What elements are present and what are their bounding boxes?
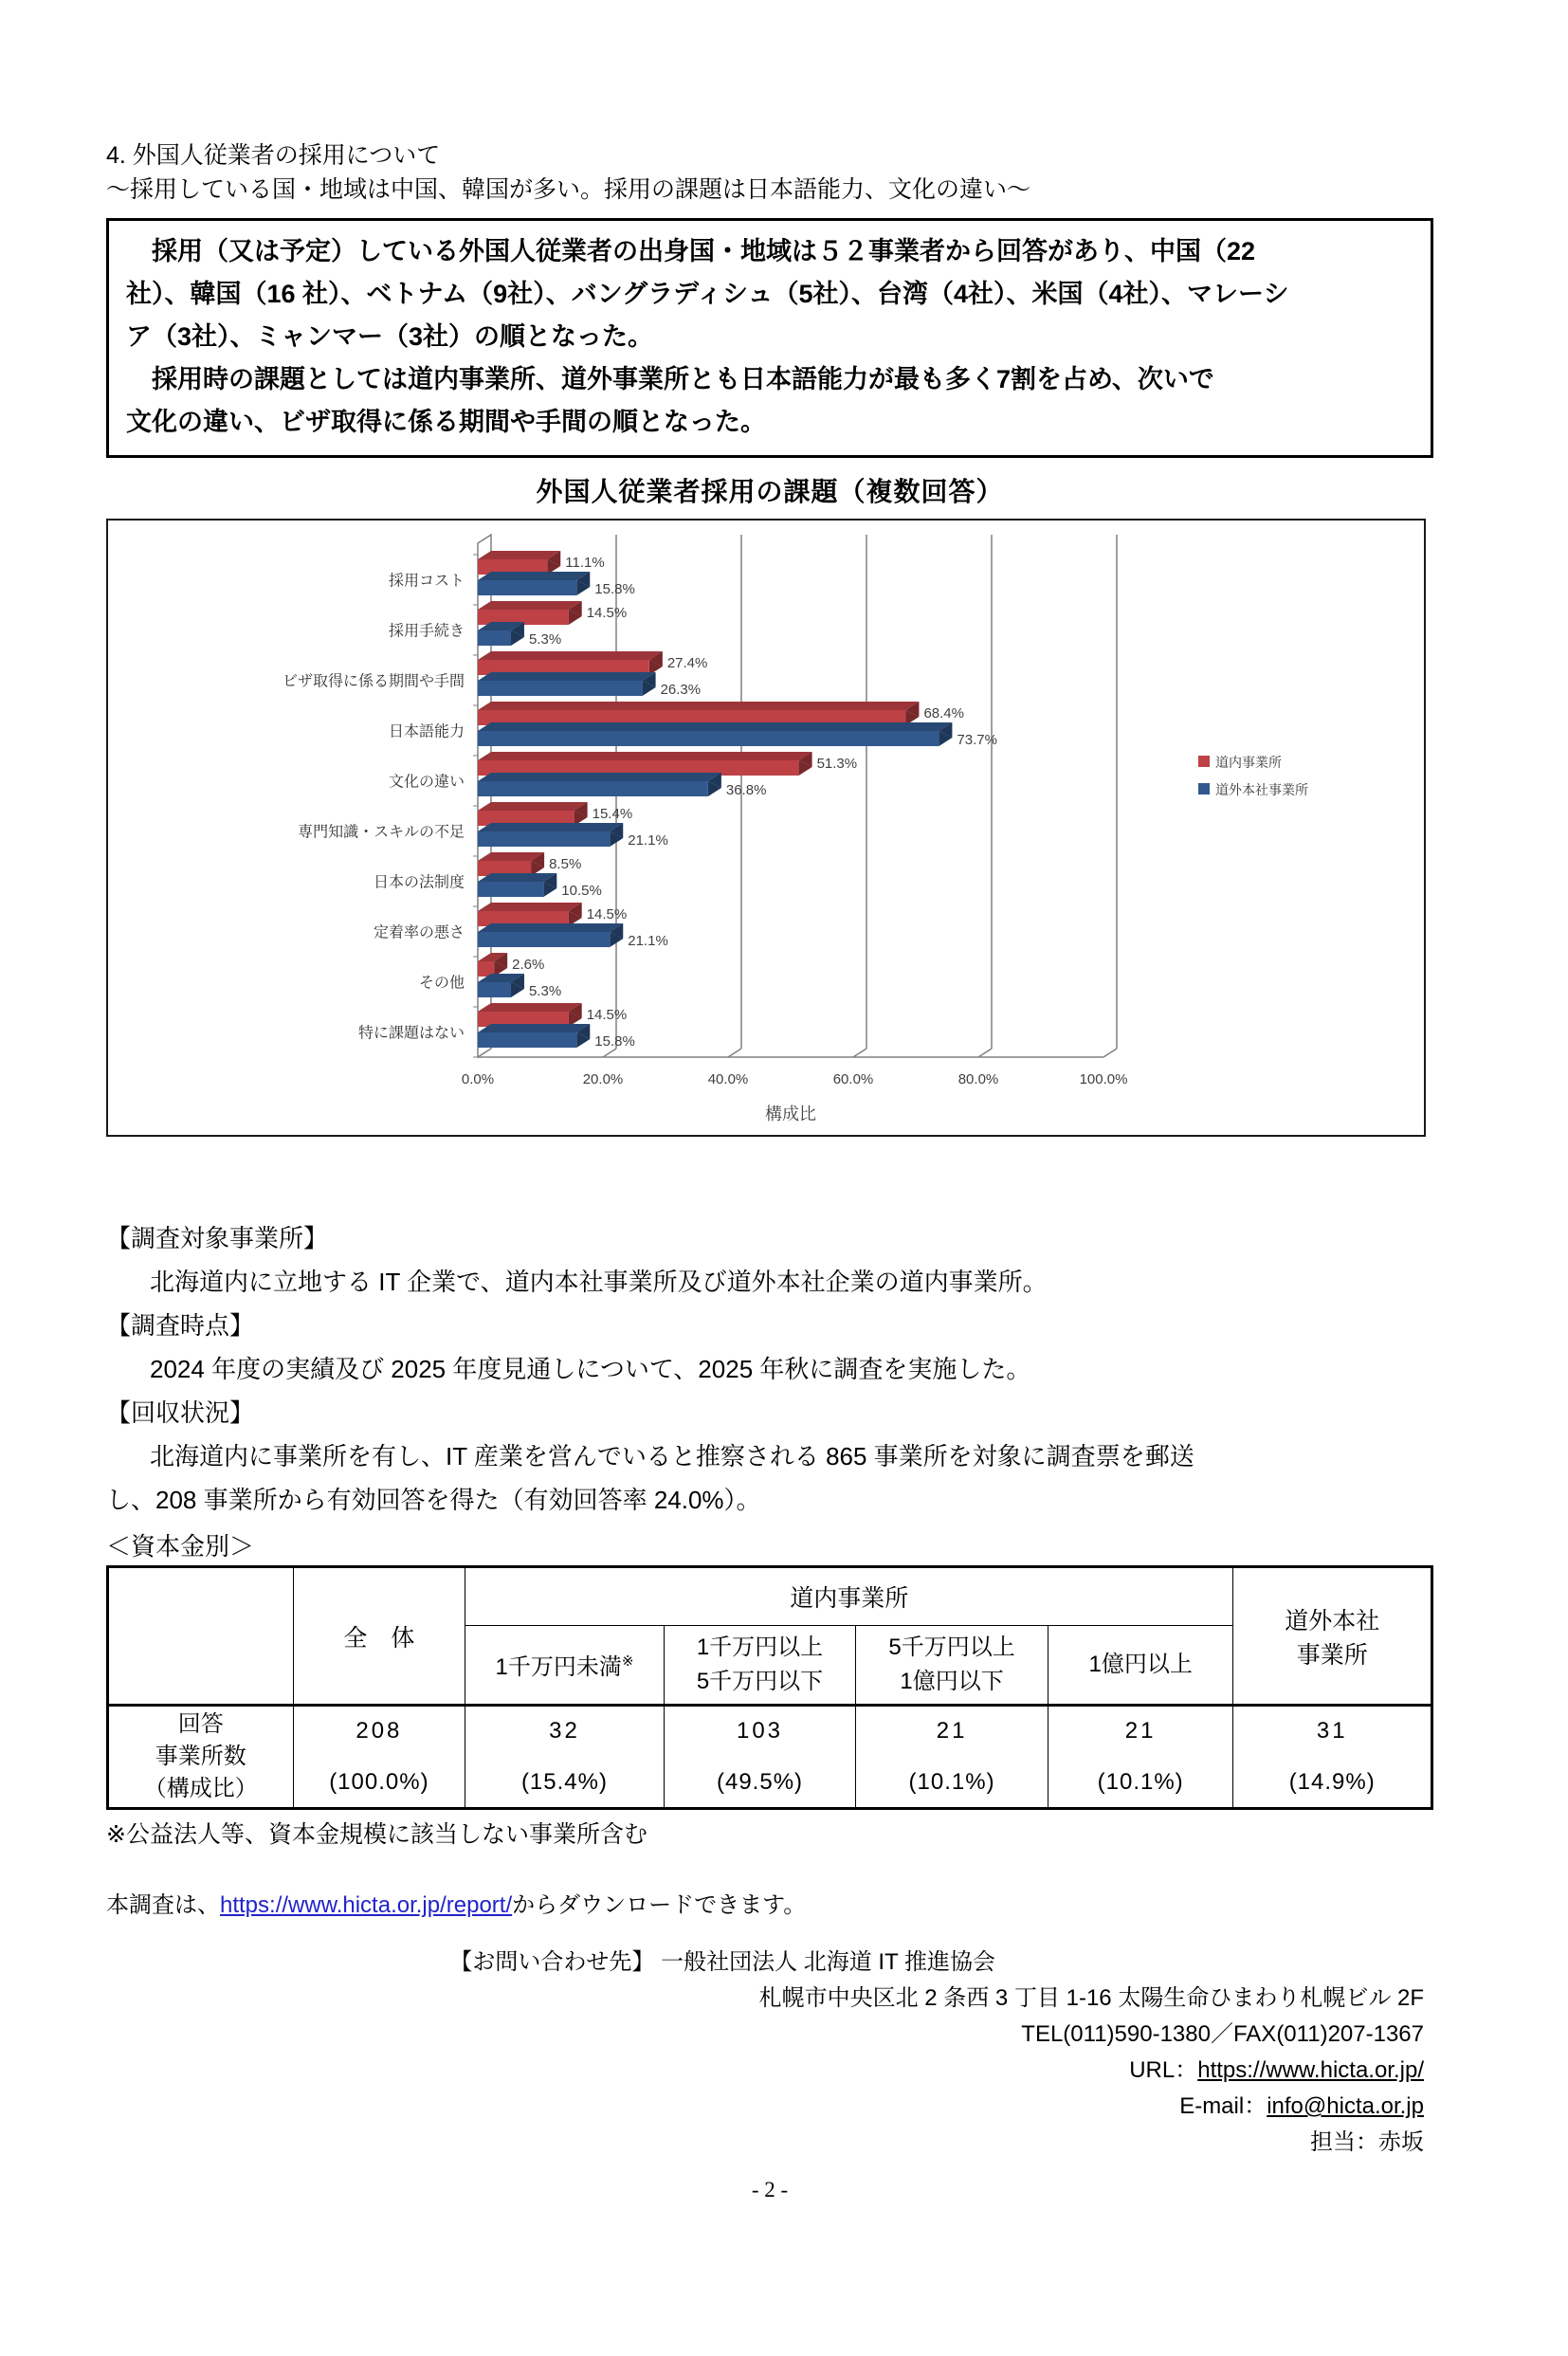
svg-text:採用コスト: 採用コスト (388, 573, 465, 590)
svg-text:0.0%: 0.0% (461, 1071, 495, 1087)
cell-over-100m-count: 21 (1124, 1718, 1157, 1744)
section-label-target: 【調査対象事業所】 (106, 1224, 329, 1252)
svg-text:51.3%: 51.3% (816, 756, 858, 772)
cell-under-10m-share: (15.4%) (520, 1769, 608, 1795)
contact-person: 担当：赤坂 (1310, 2129, 1424, 2155)
summary-line: 文化の違い、ビザ取得に係る期間や手間の順となった。 (126, 408, 766, 436)
svg-text:20.0%: 20.0% (582, 1071, 624, 1087)
section-label-timing: 【調査時点】 (106, 1311, 255, 1340)
svg-text:日本語能力: 日本語能力 (388, 723, 465, 740)
cell-under-10m-count: 32 (549, 1718, 580, 1744)
contact-address: 札幌市中央区北 2 条西 3 丁目 1-16 太陽生命ひまわり札幌ビル 2F (758, 1985, 1424, 2011)
survey-info-sections (106, 1216, 1433, 1522)
svg-text:文化の違い: 文化の違い (388, 774, 465, 791)
th-10m-50m (664, 1626, 856, 1706)
th-10m-50m-line2: 5千万円以下 (696, 1669, 824, 1694)
cell-dougai-count: 31 (1316, 1718, 1348, 1744)
chart-canvas (108, 521, 1424, 1135)
svg-text:36.8%: 36.8% (725, 782, 767, 798)
svg-text:14.5%: 14.5% (586, 906, 628, 922)
download-note (106, 1890, 1433, 1922)
section-label-collection: 【回収状況】 (106, 1398, 255, 1427)
svg-text:5.3%: 5.3% (528, 983, 562, 999)
svg-text:60.0%: 60.0% (832, 1071, 874, 1087)
cell-10m-50m-share: (49.5%) (716, 1769, 804, 1795)
svg-text:21.1%: 21.1% (628, 933, 668, 949)
section-body-target: 北海道内に立地する IT 企業で、道内本社事業所及び道外本社企業の道内事業所。 (150, 1268, 1048, 1296)
svg-text:8.5%: 8.5% (549, 856, 582, 872)
svg-text:14.5%: 14.5% (586, 605, 628, 621)
cell-50m-100m (856, 1706, 1048, 1809)
svg-text:専門知識・スキルの不足: 専門知識・スキルの不足 (298, 824, 465, 841)
email-link[interactable]: info@hicta.or.jp (1267, 2093, 1424, 2119)
svg-text:10.5%: 10.5% (561, 883, 602, 899)
svg-text:27.4%: 27.4% (666, 655, 708, 671)
capital-table-caption: ＜資本金別＞ (106, 1532, 255, 1561)
contact-email-label: E-mail： (1179, 2093, 1267, 2119)
capital-table-note: ※公益法人等、資本金規模に該当しない事業所含む (106, 1821, 647, 1848)
svg-text:その他: その他 (418, 975, 465, 992)
svg-text:道内事業所: 道内事業所 (1215, 755, 1282, 770)
bar-row (389, 601, 627, 648)
cell-under-10m (465, 1706, 665, 1809)
url-link[interactable]: https://www.hicta.or.jp/ (1197, 2057, 1424, 2083)
report-link[interactable]: https://www.hicta.or.jp/report/ (220, 1892, 513, 1918)
summary-line: 採用（又は予定）している外国人従業者の出身国・地域は５２事業者から回答があり、中国（22 (152, 237, 1256, 265)
section-body-timing: 2024 年度の実績及び 2025 年度見通しについて、2025 年秋に調査を実施した。 (150, 1355, 1031, 1383)
legend (1198, 755, 1308, 797)
contact-block (106, 1945, 1433, 2161)
svg-text:採用手続き: 採用手続き (388, 623, 465, 640)
svg-text:特に課題はない: 特に課題はない (357, 1025, 465, 1042)
th-50m-100m-line2: 1億円以下 (900, 1669, 1004, 1694)
th-dougai-line2: 事業所 (1296, 1641, 1368, 1669)
svg-text:73.7%: 73.7% (957, 732, 997, 748)
svg-text:道外本社事業所: 道外本社事業所 (1215, 782, 1308, 797)
th-empty-corner (108, 1567, 294, 1706)
bar-row (374, 852, 602, 899)
bar-row (389, 702, 997, 748)
svg-text:ビザ取得に係る期間や手間: ビザ取得に係る期間や手間 (282, 673, 465, 690)
svg-text:15.8%: 15.8% (594, 1033, 635, 1050)
row-label-line2: 事業所数 (155, 1744, 246, 1769)
summary-line: 社）、韓国（16 社）、ベトナム（9社）、バングラディシュ（5社）、台湾（4社）、米国（4社）、マレーシ (126, 280, 1289, 308)
bar-row (389, 752, 857, 798)
svg-text:5.3%: 5.3% (528, 631, 562, 648)
bars (283, 551, 997, 1050)
svg-text:日本の法制度: 日本の法制度 (373, 874, 465, 891)
svg-text:15.8%: 15.8% (594, 581, 635, 597)
th-dougai-line1: 道外本社 (1285, 1607, 1380, 1635)
chart-box (106, 519, 1426, 1137)
page-subheading: ～採用している国・地域は中国、韓国が多い。採用の課題は日本語能力、文化の違い～ (106, 176, 1031, 203)
contact-email-line (106, 2089, 1424, 2125)
cell-dougai (1233, 1706, 1432, 1809)
page-heading: 4. 外国人従業者の採用について (106, 142, 441, 169)
chart-title: 外国人従業者採用の課題（複数回答） (536, 477, 1004, 506)
chart-svg-mount (108, 521, 1424, 1140)
download-suffix: からダウンロードできます。 (512, 1892, 807, 1918)
svg-text:2.6%: 2.6% (512, 957, 545, 973)
svg-text:80.0%: 80.0% (957, 1071, 999, 1087)
download-prefix: 本調査は、 (106, 1892, 220, 1918)
contact-org: 【お問い合わせ先】 一般社団法人 北海道 IT 推進協会 (449, 1949, 995, 1975)
cell-50m-100m-count: 21 (936, 1718, 968, 1744)
th-dougai (1233, 1567, 1432, 1706)
cell-10m-50m-count: 103 (736, 1718, 784, 1744)
th-50m-100m (856, 1626, 1048, 1706)
cell-over-100m (1048, 1706, 1233, 1809)
svg-text:100.0%: 100.0% (1079, 1071, 1128, 1087)
legend-item (1198, 782, 1308, 797)
th-under-10m-note: ※ (621, 1653, 634, 1670)
section-body-collection-line2: し、208 事業所から有効回答を得た（有効回答率 24.0%）。 (106, 1486, 761, 1514)
bar-row (358, 1003, 635, 1050)
cell-overall-share: (100.0%) (329, 1769, 429, 1795)
page-number: - 2 - (751, 2178, 789, 2201)
th-dounai-group: 道内事業所 (465, 1567, 1233, 1626)
contact-url-line (106, 2053, 1424, 2089)
th-over-100m: 1億円以上 (1048, 1626, 1233, 1706)
th-overall: 全 体 (293, 1567, 465, 1706)
cell-dougai-share: (14.9%) (1288, 1769, 1376, 1795)
bar-row (389, 551, 635, 597)
bar-row (283, 651, 707, 698)
summary-box (106, 218, 1433, 458)
contact-tel-fax: TEL(011)590-1380／FAX(011)207-1367 (1021, 2021, 1424, 2047)
th-10m-50m-line1: 1千万円以上 (696, 1635, 824, 1660)
cell-50m-100m-share: (10.1%) (908, 1769, 995, 1795)
section-body-collection-line1: 北海道内に事業所を有し、IT 産業を営んでいると推察される 865 事業所を対象に調査票を郵送 (150, 1442, 1194, 1470)
bar-row (298, 802, 668, 849)
bar-row (419, 953, 561, 999)
cell-overall (293, 1706, 465, 1809)
th-under-10m (465, 1626, 665, 1706)
bar-row (374, 903, 668, 949)
cell-overall-count: 208 (356, 1718, 403, 1744)
svg-text:26.3%: 26.3% (660, 682, 702, 698)
cell-over-100m-share: (10.1%) (1097, 1769, 1184, 1795)
row-label-line1: 回答 (177, 1711, 224, 1737)
row-label-line3: （構成比） (143, 1776, 258, 1801)
svg-text:定着率の悪さ: 定着率の悪さ (373, 924, 465, 941)
svg-text:構成比: 構成比 (765, 1105, 816, 1123)
th-under-10m-label: 1千万円未満 (495, 1654, 622, 1680)
svg-text:40.0%: 40.0% (707, 1071, 749, 1087)
contact-url-label: URL： (1129, 2057, 1198, 2083)
capital-table (106, 1565, 1433, 1810)
summary-line: ア（3社）、ミャンマー（3社）の順となった。 (126, 322, 653, 351)
svg-text:15.4%: 15.4% (592, 806, 633, 822)
svg-text:11.1%: 11.1% (565, 555, 605, 571)
svg-text:68.4%: 68.4% (923, 705, 964, 721)
th-50m-100m-line1: 5千万円以上 (888, 1635, 1015, 1660)
svg-text:21.1%: 21.1% (628, 832, 668, 849)
cell-10m-50m (664, 1706, 856, 1809)
legend-item (1198, 755, 1282, 770)
row-label (108, 1706, 294, 1809)
svg-text:14.5%: 14.5% (586, 1007, 628, 1023)
x-axis (462, 1071, 1128, 1123)
page-content (0, 138, 1568, 2202)
summary-line: 採用時の課題としては道内事業所、道外事業所とも日本語能力が最も多く7割を占め、次いで (152, 365, 1214, 393)
